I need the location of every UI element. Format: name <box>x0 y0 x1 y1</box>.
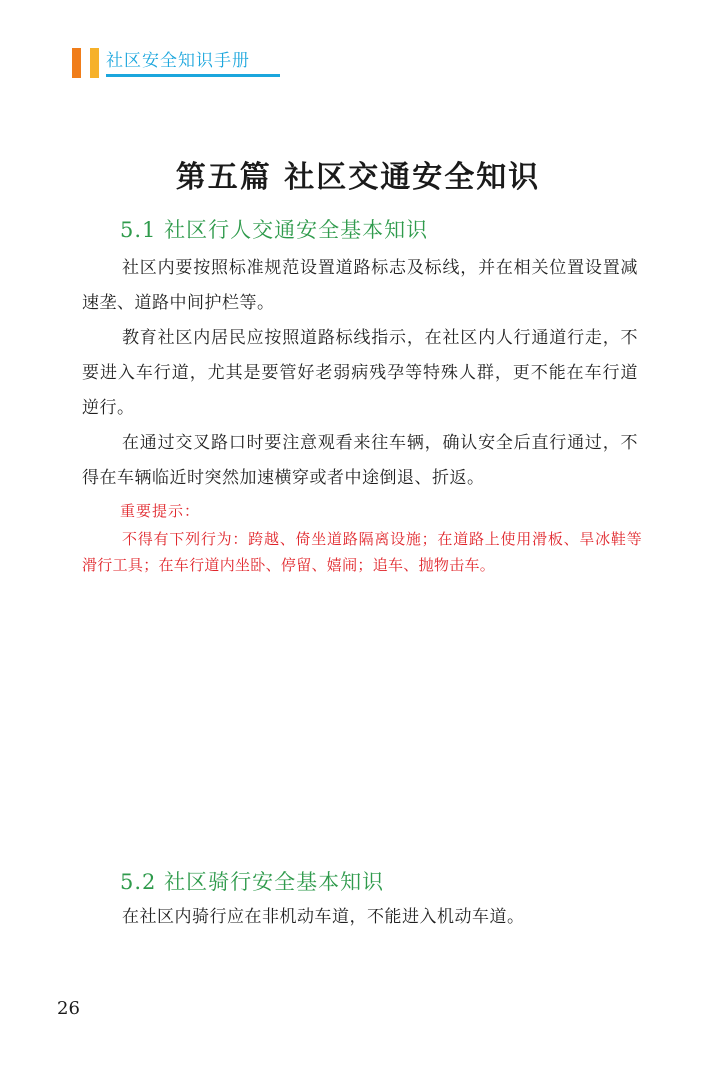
header-underline <box>106 74 280 77</box>
header-orange-bar <box>72 48 81 78</box>
tip-body: 不得有下列行为：跨越、倚坐道路隔离设施；在道路上使用滑板、旱冰鞋等滑行工具；在车行道内坐卧、停留、嬉闹；追车、抛物击车。 <box>82 530 642 574</box>
tip-label: 重要提示： <box>120 502 201 520</box>
section-title-5-1: 5.1 社区行人交通安全基本知识 <box>120 218 429 242</box>
paragraph-signage: 社区内要按照标准规范设置道路标志及标线，并在相关位置设置减速垄、道路中间护栏等。 <box>82 258 638 313</box>
paragraph-intersection: 在通过交叉路口时要注意观看来往车辆，确认安全后直行通过，不得在车辆临近时突然加速横穿或者中途倒退、折返。 <box>82 433 638 488</box>
chapter-title: 第五篇 社区交通安全知识 <box>175 160 541 195</box>
header-yellow-bar <box>90 48 99 78</box>
paragraph-cycling: 在社区内骑行应在非机动车道，不能进入机动车道。 <box>122 907 525 927</box>
paragraph-pedestrian-walkway: 教育社区内居民应按照道路标线指示，在社区内人行通道行走，不要进入车行道，尤其是要管好老弱病残孕等特殊人群，更不能在车行道逆行。 <box>82 328 638 418</box>
section-title-5-2: 5.2 社区骑行安全基本知识 <box>120 870 385 894</box>
page-number: 26 <box>57 998 80 1019</box>
header-title: 社区安全知识手册 <box>106 51 250 71</box>
